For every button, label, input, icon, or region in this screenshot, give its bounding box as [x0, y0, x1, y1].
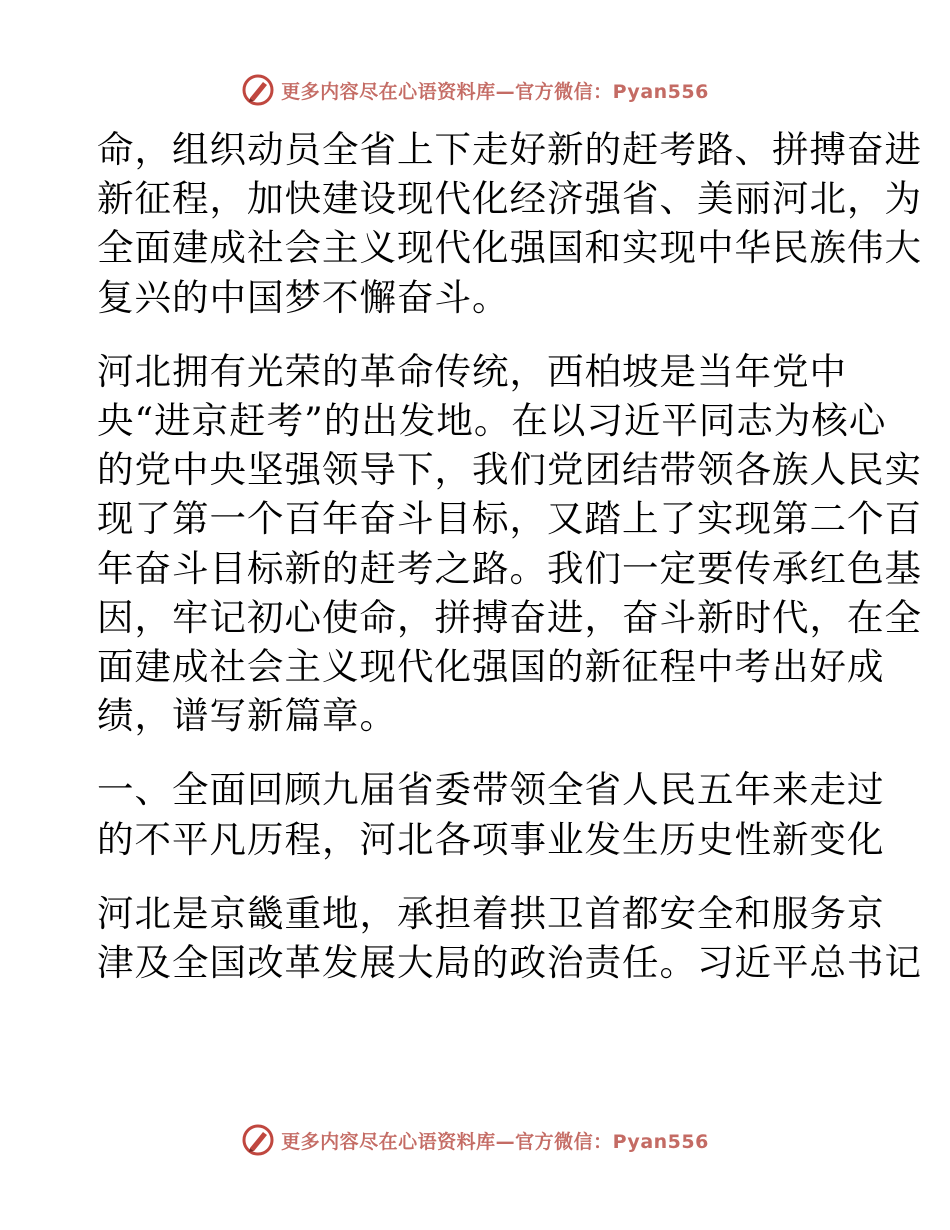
watermark-banner-bottom	[0, 1120, 950, 1160]
watermark-banner-top	[0, 70, 950, 110]
text-line: 现了第一个百年奋斗目标，又踏上了实现第二个百	[97, 497, 922, 541]
text-line: 面建成社会主义现代化强国的新征程中考出好成	[97, 645, 885, 689]
text-line: 因，牢记初心使命，拼搏奋进，奋斗新时代，在全	[97, 595, 922, 639]
paragraph-3	[97, 889, 922, 987]
text-line: 全面建成社会主义现代化强国和实现中华民族伟大	[97, 226, 922, 270]
text-line: 复兴的中国梦不懈奋斗。	[97, 275, 510, 319]
text-line: 津及全国改革发展大局的政治责任。习近平总书记	[97, 941, 922, 985]
text-line: 央“进京赶考”的出发地。在以习近平同志为核心	[97, 399, 887, 443]
text-line: 河北是京畿重地，承担着拱卫首都安全和服务京	[97, 891, 885, 935]
text-line: 一、全面回顾九届省委带领全省人民五年来走过	[97, 768, 885, 812]
text-line: 河北拥有光荣的革命传统，西柏坡是当年党中	[97, 349, 847, 393]
text-line: 新征程，加快建设现代化经济强省、美丽河北，为	[97, 177, 922, 221]
paragraph-1	[97, 125, 922, 322]
document-body	[97, 125, 922, 987]
watermark-text: 更多内容尽在心语资料库—官方微信：Pyan556	[281, 1130, 709, 1153]
paragraph-2	[97, 347, 922, 741]
text-line: 的不平凡历程，河北各项事业发生历史性新变化	[97, 817, 885, 861]
section-heading	[97, 765, 885, 863]
text-line: 命，组织动员全省上下走好新的赶考路、拼搏奋进	[97, 128, 922, 171]
text-line: 年奋斗目标新的赶考之路。我们一定要传承红色基	[97, 546, 922, 590]
pen-logo-icon	[241, 73, 275, 107]
text-line: 绩，谱写新篇章。	[97, 694, 397, 738]
pen-logo-icon	[241, 1123, 275, 1157]
text-line: 的党中央坚强领导下，我们党团结带领各族人民实	[97, 448, 922, 492]
watermark-text: 更多内容尽在心语资料库—官方微信：Pyan556	[281, 80, 709, 103]
